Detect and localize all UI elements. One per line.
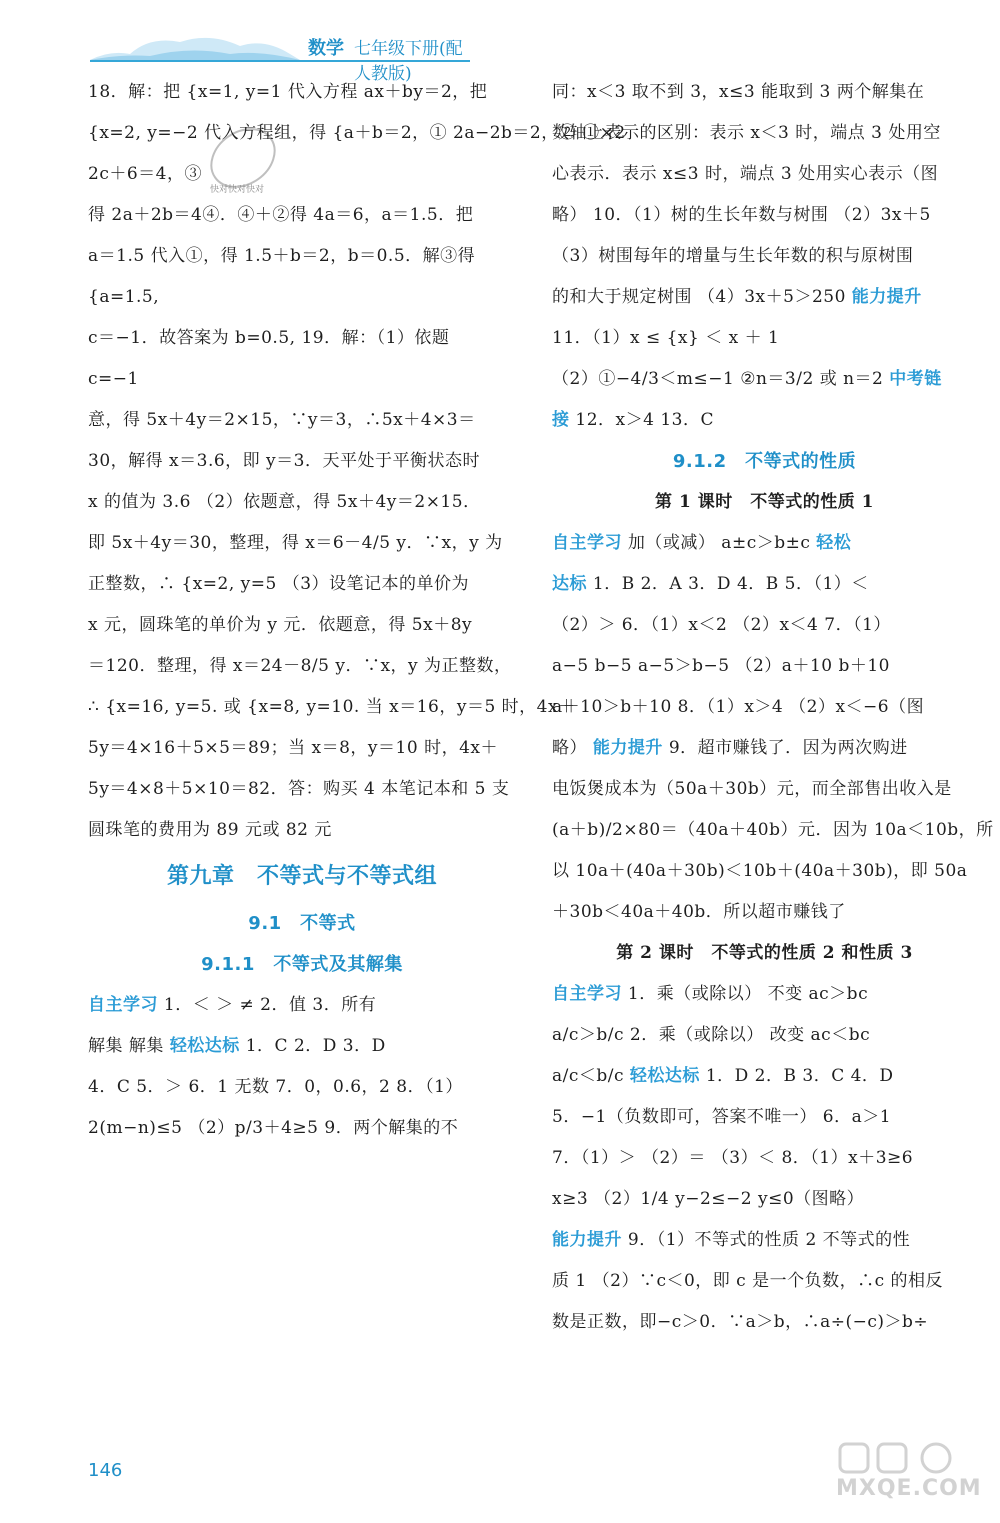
section-tag: 自主学习	[88, 995, 158, 1015]
section-tag: 轻松达标	[629, 1066, 700, 1086]
answer-text: 略）	[552, 738, 587, 758]
text-line: 正整数，∴ {x=2, y=5 （3）设笔记本的单价为	[88, 574, 470, 594]
text-line: 心表示．表示 x≤3 时，端点 3 处用实心表示（图	[552, 164, 939, 184]
text-line: c＝−1．故答案为 b=0.5, 19．解：（1）依题	[88, 328, 450, 348]
text-line: 数轴上表示的区别：表示 x＜3 时，端点 3 处用空	[552, 123, 941, 143]
page-number: 146	[88, 1460, 123, 1481]
header-subject: 数学	[308, 38, 344, 59]
text-line	[552, 564, 977, 605]
answer-text: 加（或减） a±c＞b±c	[627, 533, 811, 553]
text-line: 30，解得 x＝3.6，即 y＝3．天平处于平衡状态时	[88, 451, 480, 471]
watermark	[836, 1438, 986, 1514]
text-line	[552, 359, 977, 400]
section-tag: 能力提升	[552, 1230, 622, 1250]
text-line: x 元，圆珠笔的单价为 y 元．依题意，得 5x＋8y	[88, 615, 473, 635]
text-line: a＝1.5 代入①，得 1.5＋b＝2，b＝0.5．解③得	[88, 246, 476, 266]
section-tag: 接	[552, 410, 570, 430]
text-line: 略） 10．（1）树的生长年数与树围 （2）3x＋5	[552, 205, 931, 225]
text-line	[552, 400, 977, 441]
text-line	[552, 523, 977, 564]
right-column	[552, 72, 994, 1343]
subsection-title: 9.1.2 不等式的性质	[672, 451, 857, 472]
answer-text: 解集 解集	[88, 1036, 164, 1056]
lesson-title: 第 1 课时 不等式的性质 1	[655, 492, 874, 512]
text-line: 意，得 5x＋4y＝2×15，∵y＝3，∴5x＋4×3＝	[88, 410, 476, 430]
text-line: a＋10＞b＋10 8．（1）x＞4 （2）x＜−6（图	[552, 697, 925, 717]
text-line: 数是正数，即−c＞0．∵a＞b，∴a÷(−c)＞b÷	[552, 1312, 929, 1332]
answer-text: 1．D 2．B 3．C 4．D	[705, 1066, 894, 1086]
answer-text: 的和大于规定树围 （4）3x＋5＞250	[552, 287, 846, 307]
answer-text: 12．x＞4 13．C	[575, 410, 714, 430]
text-line: x 的值为 3.6 （2）依题意，得 5x＋4y＝2×15．	[88, 492, 481, 512]
text-line: ＝120．整理，得 x＝24－8/5 y．∵x，y 为正整数，	[88, 656, 512, 676]
text-line	[88, 1026, 516, 1067]
text-line	[88, 985, 516, 1026]
text-line: ∴ {x=16, y=5. 或 {x=8, y=10. 当 x＝16，y＝5 时，4x＋	[88, 697, 576, 717]
text-line: 得 2a＋2b＝4④．④＋②得 4a＝6，a＝1.5．把	[88, 205, 474, 225]
section-tag: 轻松达标	[169, 1036, 240, 1056]
answer-text: （2）①−4/3＜m≤−1 ②n＝3/2 或 n＝2	[552, 369, 884, 389]
section-tag: 轻松	[816, 533, 852, 553]
text-line	[552, 277, 977, 318]
text-line: 即 5x＋4y＝30，整理，得 x＝6－4/5 y．∵x，y 为	[88, 533, 503, 553]
text-line: (a＋b)/2×80＝（40a＋40b）元．因为 10a＜10b，所	[552, 820, 994, 840]
text-line: 5．−1（负数即可，答案不唯一） 6．a＞1	[552, 1107, 892, 1127]
text-line: （3）树围每年的增量与生长年数的积与原树围	[552, 246, 914, 266]
text-line: {a=1.5,	[88, 287, 160, 307]
section-tag: 自主学习	[552, 533, 622, 553]
section-tag: 中考链	[889, 369, 942, 389]
text-line: 2(m−n)≤5 （2）p/3＋4≥5 9．两个解集的不	[88, 1118, 459, 1138]
answer-text: 1．B 2．A 3．D 4．B 5．（1）＜	[592, 574, 869, 594]
mountain-wave-icon	[90, 28, 300, 62]
text-line	[552, 1056, 977, 1097]
text-line: c=−1	[88, 369, 139, 389]
text-line: a−5 b−5 a−5＞b−5 （2）a＋10 b＋10	[552, 656, 890, 676]
text-line: ＋30b＜40a＋40b．所以超市赚钱了	[552, 902, 846, 922]
watermark-logo-icon	[836, 1438, 986, 1478]
text-line	[552, 728, 977, 769]
text-line: 7．（1）＞ （2）＝ （3）＜ 8．（1）x＋3≥6	[552, 1148, 914, 1168]
text-line: x≥3 （2）1/4 y−2≤−2 y≤0（图略）	[552, 1189, 865, 1209]
answer-text: 1．乘（或除以） 不变 ac＞bc	[627, 984, 869, 1004]
section-tag: 能力提升	[851, 287, 922, 307]
text-line	[552, 1220, 977, 1261]
answer-text: 1．C 2．D 3．D	[245, 1036, 386, 1056]
chapter-title: 第九章 不等式与不等式组	[166, 864, 437, 889]
text-line: 5y＝4×8＋5×10＝82．答：购买 4 本笔记本和 5 支	[88, 779, 510, 799]
text-line: 圆珠笔的费用为 89 元或 82 元	[88, 820, 332, 840]
text-line: 质 1 （2）∵c＜0，即 c 是一个负数，∴c 的相反	[552, 1271, 944, 1291]
text-line: 11．（1）x ≤ {x} ＜ x ＋ 1	[552, 328, 780, 348]
page-header	[90, 28, 470, 84]
answer-text: 1．＜ ＞ ≠ 2．值 3．所有	[163, 995, 377, 1015]
answer-text: a/c＜b/c	[552, 1066, 625, 1086]
section-tag: 达标	[552, 574, 587, 594]
text-line: （2）＞ 6．（1）x＜2 （2）x＜4 7．（1）	[552, 615, 891, 635]
watermark-text: MXQE.COM	[836, 1476, 982, 1501]
header-divider	[90, 60, 470, 62]
section-tag: 能力提升	[592, 738, 663, 758]
header-book-title: 七年级下册(配人教版)	[354, 39, 463, 84]
svg-text:快对快对快对: 快对快对快对	[210, 185, 265, 195]
lesson-title: 第 2 课时 不等式的性质 2 和性质 3	[616, 943, 913, 963]
text-line: 同：x＜3 取不到 3，x≤3 能取到 3 两个解集在	[552, 82, 925, 102]
text-line: 4．C 5．＞ 6．1 无数 7．0，0.6，2 8．（1）	[88, 1077, 463, 1097]
text-line: {x=2, y=−2 代入方程组，得 {a＋b＝2，① 2a−2b＝2，② ①×2	[88, 123, 626, 143]
text-line	[552, 974, 977, 1015]
text-line: 以 10a＋(40a＋30b)＜10b＋(40a＋30b)，即 50a	[552, 861, 968, 881]
text-line: 5y＝4×16＋5×5＝89；当 x＝8，y＝10 时，4x＋	[88, 738, 498, 758]
section-tag: 自主学习	[552, 984, 622, 1004]
subsection-title: 9.1.1 不等式及其解集	[201, 954, 403, 975]
text-line: 电饭煲成本为（50a＋30b）元，而全部售出收入是	[552, 779, 952, 799]
text-line: a/c＞b/c 2．乘（或除以） 改变 ac＜bc	[552, 1025, 871, 1045]
section-title: 9.1 不等式	[248, 913, 356, 934]
answer-text: 9．（1）不等式的性质 2 不等式的性	[627, 1230, 911, 1250]
text-line: 18．解：把 {x=1, y=1 代入方程 ax＋by＝2，把	[88, 82, 488, 102]
text-line: 2c＋6＝4，③	[88, 164, 202, 184]
answer-text: 9．超市赚钱了．因为两次购进	[668, 738, 908, 758]
